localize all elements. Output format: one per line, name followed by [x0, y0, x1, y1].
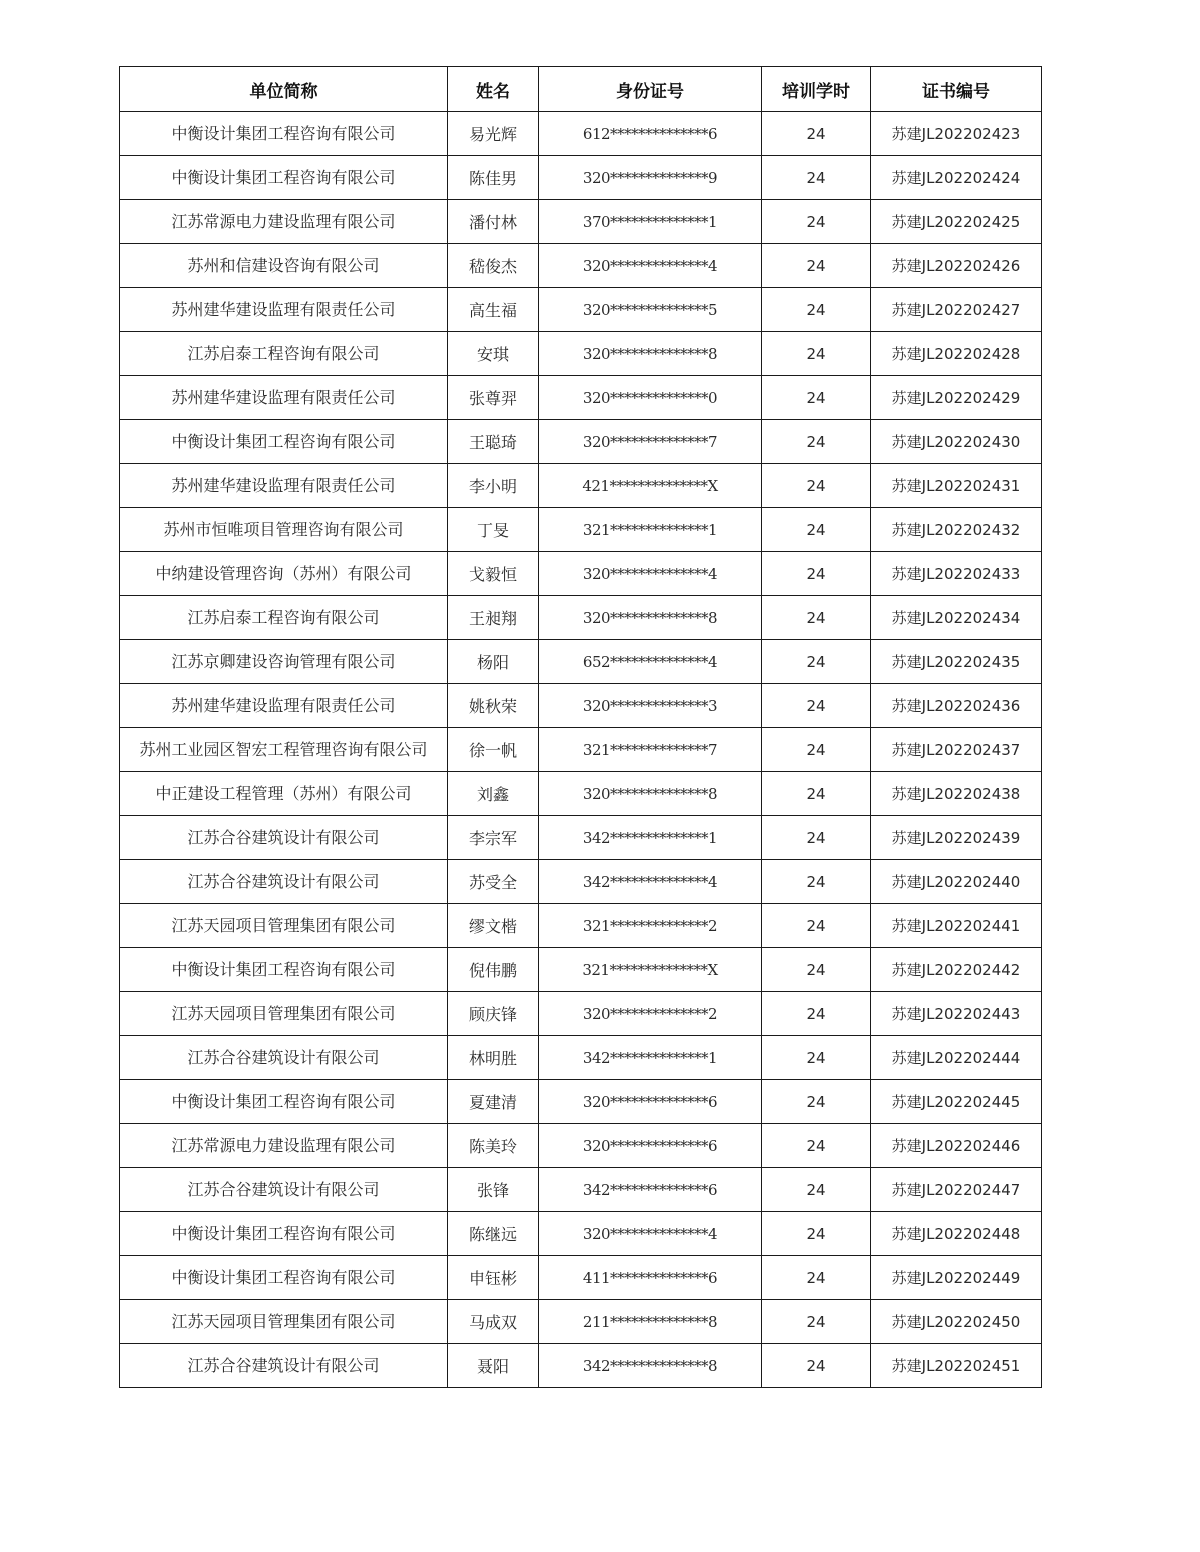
table-row [120, 420, 1042, 464]
cell-id-number: 320**************5 [539, 288, 762, 332]
cell-training-hours: 24 [762, 684, 871, 728]
header-row [120, 67, 1042, 112]
cell-id-number: 320**************8 [539, 596, 762, 640]
cell-training-hours: 24 [762, 288, 871, 332]
table-row [120, 772, 1042, 816]
table-row [120, 728, 1042, 772]
column-header-certificate-number: 证书编号 [871, 67, 1042, 112]
cell-name: 陈佳男 [448, 156, 539, 200]
cell-unit: 中正建设工程管理（苏州）有限公司 [120, 772, 448, 816]
cell-certificate-number: 苏建JL202202427 [871, 288, 1042, 332]
cell-id-number: 421**************X [539, 464, 762, 508]
cell-name: 刘鑫 [448, 772, 539, 816]
cell-name: 嵇俊杰 [448, 244, 539, 288]
cell-certificate-number: 苏建JL202202425 [871, 200, 1042, 244]
cell-unit: 江苏合谷建筑设计有限公司 [120, 816, 448, 860]
cell-training-hours: 24 [762, 332, 871, 376]
cell-unit: 中衡设计集团工程咨询有限公司 [120, 112, 448, 156]
cell-unit: 江苏合谷建筑设计有限公司 [120, 860, 448, 904]
cell-id-number: 612**************6 [539, 112, 762, 156]
cell-id-number: 411**************6 [539, 1256, 762, 1300]
cell-id-number: 320**************0 [539, 376, 762, 420]
cell-name: 李宗军 [448, 816, 539, 860]
cell-unit: 苏州建华建设监理有限责任公司 [120, 288, 448, 332]
cell-training-hours: 24 [762, 596, 871, 640]
table-row [120, 1124, 1042, 1168]
cell-id-number: 342**************1 [539, 1036, 762, 1080]
cell-name: 夏建清 [448, 1080, 539, 1124]
cell-training-hours: 24 [762, 156, 871, 200]
cell-name: 张锋 [448, 1168, 539, 1212]
table-row [120, 816, 1042, 860]
cell-training-hours: 24 [762, 1212, 871, 1256]
cell-certificate-number: 苏建JL202202424 [871, 156, 1042, 200]
cell-training-hours: 24 [762, 772, 871, 816]
table-row [120, 640, 1042, 684]
table-row [120, 596, 1042, 640]
cell-certificate-number: 苏建JL202202423 [871, 112, 1042, 156]
cell-certificate-number: 苏建JL202202446 [871, 1124, 1042, 1168]
cell-name: 王昶翔 [448, 596, 539, 640]
cell-training-hours: 24 [762, 464, 871, 508]
cell-certificate-number: 苏建JL202202435 [871, 640, 1042, 684]
table-row [120, 376, 1042, 420]
cell-training-hours: 24 [762, 1300, 871, 1344]
cell-training-hours: 24 [762, 728, 871, 772]
cell-training-hours: 24 [762, 860, 871, 904]
cell-unit: 江苏合谷建筑设计有限公司 [120, 1168, 448, 1212]
cell-id-number: 342**************8 [539, 1344, 762, 1388]
cell-id-number: 321**************2 [539, 904, 762, 948]
cell-training-hours: 24 [762, 904, 871, 948]
table-row [120, 156, 1042, 200]
cell-name: 陈美玲 [448, 1124, 539, 1168]
table-row [120, 332, 1042, 376]
table-body [120, 112, 1042, 1388]
cell-certificate-number: 苏建JL202202441 [871, 904, 1042, 948]
cell-training-hours: 24 [762, 992, 871, 1036]
cell-unit: 中衡设计集团工程咨询有限公司 [120, 1080, 448, 1124]
cell-training-hours: 24 [762, 640, 871, 684]
table-row [120, 244, 1042, 288]
table-row [120, 992, 1042, 1036]
cell-name: 徐一帆 [448, 728, 539, 772]
cell-name: 张尊羿 [448, 376, 539, 420]
cell-unit: 江苏天园项目管理集团有限公司 [120, 992, 448, 1036]
cell-certificate-number: 苏建JL202202429 [871, 376, 1042, 420]
table-row [120, 1256, 1042, 1300]
cell-training-hours: 24 [762, 552, 871, 596]
cell-certificate-number: 苏建JL202202445 [871, 1080, 1042, 1124]
cell-unit: 中衡设计集团工程咨询有限公司 [120, 1212, 448, 1256]
cell-id-number: 320**************6 [539, 1080, 762, 1124]
cell-id-number: 321**************X [539, 948, 762, 992]
cell-id-number: 321**************7 [539, 728, 762, 772]
cell-id-number: 321**************1 [539, 508, 762, 552]
cell-training-hours: 24 [762, 948, 871, 992]
table-row [120, 904, 1042, 948]
cell-name: 王聪琦 [448, 420, 539, 464]
cell-id-number: 320**************9 [539, 156, 762, 200]
table-row [120, 1300, 1042, 1344]
table-row [120, 860, 1042, 904]
cell-name: 杨阳 [448, 640, 539, 684]
cell-id-number: 320**************4 [539, 1212, 762, 1256]
cell-training-hours: 24 [762, 1256, 871, 1300]
table-row [120, 464, 1042, 508]
cell-id-number: 320**************3 [539, 684, 762, 728]
cell-certificate-number: 苏建JL202202442 [871, 948, 1042, 992]
cell-certificate-number: 苏建JL202202430 [871, 420, 1042, 464]
cell-training-hours: 24 [762, 1168, 871, 1212]
table-row [120, 552, 1042, 596]
cell-training-hours: 24 [762, 816, 871, 860]
table-row [120, 508, 1042, 552]
cell-certificate-number: 苏建JL202202437 [871, 728, 1042, 772]
cell-certificate-number: 苏建JL202202426 [871, 244, 1042, 288]
cell-certificate-number: 苏建JL202202439 [871, 816, 1042, 860]
table-row [120, 1212, 1042, 1256]
cell-name: 聂阳 [448, 1344, 539, 1388]
cell-certificate-number: 苏建JL202202447 [871, 1168, 1042, 1212]
cell-unit: 中衡设计集团工程咨询有限公司 [120, 948, 448, 992]
cell-unit: 江苏常源电力建设监理有限公司 [120, 200, 448, 244]
cell-name: 丁旻 [448, 508, 539, 552]
cell-unit: 中衡设计集团工程咨询有限公司 [120, 1256, 448, 1300]
cell-id-number: 342**************4 [539, 860, 762, 904]
cell-name: 戈毅恒 [448, 552, 539, 596]
cell-training-hours: 24 [762, 420, 871, 464]
cell-training-hours: 24 [762, 244, 871, 288]
cell-id-number: 320**************4 [539, 552, 762, 596]
cell-id-number: 320**************2 [539, 992, 762, 1036]
cell-id-number: 320**************4 [539, 244, 762, 288]
table-row [120, 1344, 1042, 1388]
cell-id-number: 320**************6 [539, 1124, 762, 1168]
table-row [120, 948, 1042, 992]
cell-unit: 苏州市恒唯项目管理咨询有限公司 [120, 508, 448, 552]
cell-name: 高生福 [448, 288, 539, 332]
cell-name: 潘付林 [448, 200, 539, 244]
cell-id-number: 211**************8 [539, 1300, 762, 1344]
cell-certificate-number: 苏建JL202202428 [871, 332, 1042, 376]
table-row [120, 1168, 1042, 1212]
cell-name: 易光辉 [448, 112, 539, 156]
cell-id-number: 342**************1 [539, 816, 762, 860]
cell-certificate-number: 苏建JL202202432 [871, 508, 1042, 552]
cell-name: 安琪 [448, 332, 539, 376]
cell-id-number: 342**************6 [539, 1168, 762, 1212]
cell-training-hours: 24 [762, 200, 871, 244]
cell-certificate-number: 苏建JL202202433 [871, 552, 1042, 596]
cell-name: 顾庆锋 [448, 992, 539, 1036]
cell-unit: 中衡设计集团工程咨询有限公司 [120, 420, 448, 464]
certificate-roster-table [119, 66, 1042, 1388]
cell-name: 倪伟鹏 [448, 948, 539, 992]
column-header-unit: 单位简称 [120, 67, 448, 112]
cell-certificate-number: 苏建JL202202448 [871, 1212, 1042, 1256]
cell-certificate-number: 苏建JL202202449 [871, 1256, 1042, 1300]
column-header-id-number: 身份证号 [539, 67, 762, 112]
cell-training-hours: 24 [762, 1124, 871, 1168]
table-row [120, 1080, 1042, 1124]
cell-unit: 江苏启泰工程咨询有限公司 [120, 596, 448, 640]
cell-certificate-number: 苏建JL202202451 [871, 1344, 1042, 1388]
cell-name: 陈继远 [448, 1212, 539, 1256]
cell-name: 姚秋荣 [448, 684, 539, 728]
cell-training-hours: 24 [762, 508, 871, 552]
cell-unit: 苏州建华建设监理有限责任公司 [120, 684, 448, 728]
cell-id-number: 370**************1 [539, 200, 762, 244]
cell-unit: 江苏京卿建设咨询管理有限公司 [120, 640, 448, 684]
cell-id-number: 320**************8 [539, 772, 762, 816]
cell-unit: 苏州和信建设咨询有限公司 [120, 244, 448, 288]
cell-unit: 江苏天园项目管理集团有限公司 [120, 904, 448, 948]
cell-certificate-number: 苏建JL202202444 [871, 1036, 1042, 1080]
cell-training-hours: 24 [762, 376, 871, 420]
cell-unit: 江苏合谷建筑设计有限公司 [120, 1344, 448, 1388]
table-row [120, 1036, 1042, 1080]
cell-unit: 苏州建华建设监理有限责任公司 [120, 464, 448, 508]
table-row [120, 200, 1042, 244]
cell-id-number: 652**************4 [539, 640, 762, 684]
cell-unit: 江苏常源电力建设监理有限公司 [120, 1124, 448, 1168]
column-header-name: 姓名 [448, 67, 539, 112]
cell-certificate-number: 苏建JL202202436 [871, 684, 1042, 728]
cell-name: 马成双 [448, 1300, 539, 1344]
cell-name: 缪文楷 [448, 904, 539, 948]
column-header-training-hours: 培训学时 [762, 67, 871, 112]
table-row [120, 288, 1042, 332]
table-row [120, 684, 1042, 728]
cell-certificate-number: 苏建JL202202440 [871, 860, 1042, 904]
cell-unit: 中纳建设管理咨询（苏州）有限公司 [120, 552, 448, 596]
cell-certificate-number: 苏建JL202202450 [871, 1300, 1042, 1344]
cell-certificate-number: 苏建JL202202431 [871, 464, 1042, 508]
cell-unit: 江苏天园项目管理集团有限公司 [120, 1300, 448, 1344]
cell-unit: 中衡设计集团工程咨询有限公司 [120, 156, 448, 200]
cell-unit: 苏州工业园区智宏工程管理咨询有限公司 [120, 728, 448, 772]
cell-unit: 江苏合谷建筑设计有限公司 [120, 1036, 448, 1080]
table-row [120, 112, 1042, 156]
cell-certificate-number: 苏建JL202202438 [871, 772, 1042, 816]
cell-training-hours: 24 [762, 1344, 871, 1388]
cell-certificate-number: 苏建JL202202434 [871, 596, 1042, 640]
cell-name: 李小明 [448, 464, 539, 508]
cell-id-number: 320**************7 [539, 420, 762, 464]
cell-unit: 江苏启泰工程咨询有限公司 [120, 332, 448, 376]
cell-id-number: 320**************8 [539, 332, 762, 376]
cell-name: 林明胜 [448, 1036, 539, 1080]
cell-certificate-number: 苏建JL202202443 [871, 992, 1042, 1036]
cell-training-hours: 24 [762, 1036, 871, 1080]
cell-training-hours: 24 [762, 112, 871, 156]
cell-name: 申钰彬 [448, 1256, 539, 1300]
table-header [120, 67, 1042, 112]
cell-training-hours: 24 [762, 1080, 871, 1124]
cell-unit: 苏州建华建设监理有限责任公司 [120, 376, 448, 420]
cell-name: 苏受全 [448, 860, 539, 904]
